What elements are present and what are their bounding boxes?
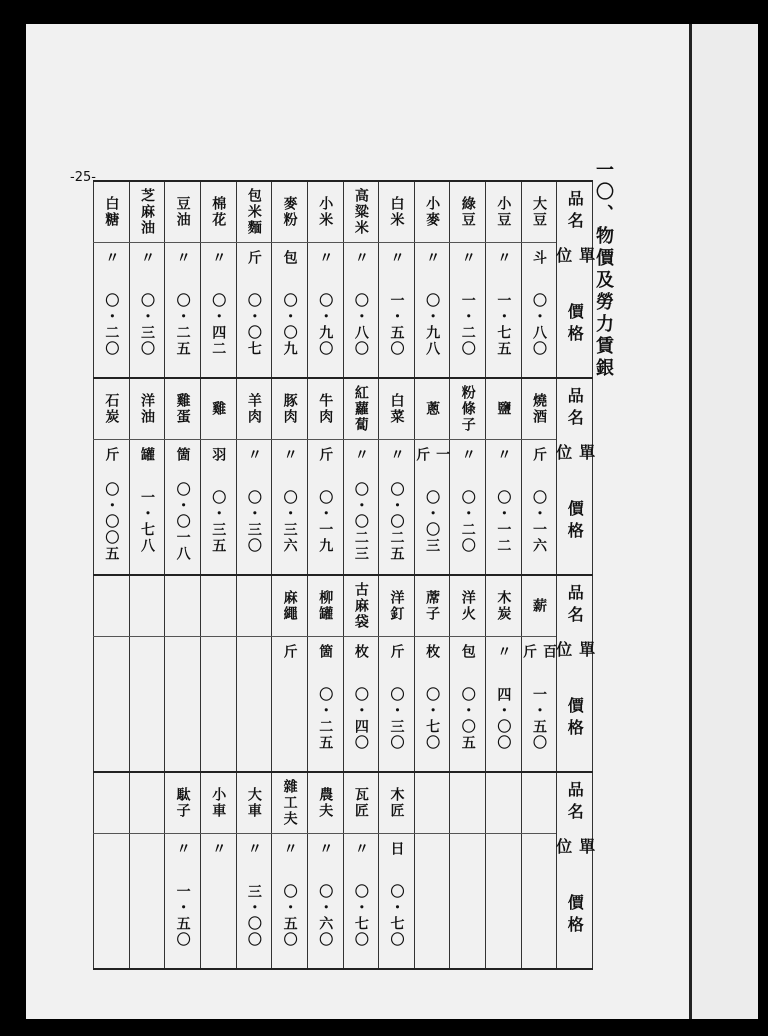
unit-cell: 〃	[236, 440, 272, 471]
item-cell: 石炭	[94, 378, 130, 440]
price-cell: 〇・七〇	[343, 864, 379, 969]
price-cell: 〇・八〇	[521, 273, 557, 378]
item-cell: 洋釘	[379, 575, 415, 637]
price-cell: 〇・〇〇五	[94, 470, 130, 575]
unit-cell: 〃	[343, 440, 379, 471]
price-cell	[414, 864, 450, 969]
unit-cell: 〃	[486, 440, 522, 471]
section-1-price-row	[94, 470, 593, 575]
price-cell	[129, 864, 165, 969]
unit-cell: 〃	[379, 243, 415, 274]
item-cell: 薪	[521, 575, 557, 637]
unit-cell	[129, 834, 165, 865]
item-cell: 燒酒	[521, 378, 557, 440]
price-cell: 四・〇〇	[486, 667, 522, 772]
item-cell: 綠豆	[450, 181, 486, 243]
item-cell: 洋火	[450, 575, 486, 637]
unit-cell: 斤	[307, 440, 343, 471]
unit-cell	[414, 834, 450, 865]
header-price: 價格	[557, 273, 593, 378]
unit-cell: 〃	[272, 440, 308, 471]
item-cell: 麥粉	[272, 181, 308, 243]
item-cell: 粉條子	[450, 378, 486, 440]
unit-cell	[486, 834, 522, 865]
item-cell: 麻繩	[272, 575, 308, 637]
item-cell: 蔥	[414, 378, 450, 440]
unit-cell: 斗	[521, 243, 557, 274]
price-cell: 〇・四〇	[343, 667, 379, 772]
header-price: 價格	[557, 864, 593, 969]
price-cell: 〇・三〇	[379, 667, 415, 772]
unit-cell: 〃	[307, 834, 343, 865]
unit-cell: 一斤	[414, 440, 450, 471]
price-cell	[94, 667, 130, 772]
page-title: 一〇、物價及勞力賃銀	[593, 160, 614, 380]
item-cell: 古麻袋	[343, 575, 379, 637]
header-unit: 單位	[557, 243, 593, 274]
unit-cell: 〃	[343, 834, 379, 865]
item-cell: 小麥	[414, 181, 450, 243]
unit-cell: 罐	[129, 440, 165, 471]
item-cell: 白糖	[94, 181, 130, 243]
price-cell: 〇・三〇	[236, 470, 272, 575]
price-cell	[94, 864, 130, 969]
price-cell: 〇・三五	[200, 470, 236, 575]
price-cell: 〇・〇五	[450, 667, 486, 772]
price-cell: 〇・七〇	[379, 864, 415, 969]
item-cell: 雜工夫	[272, 772, 308, 834]
item-cell: 大豆	[521, 181, 557, 243]
section-1-item-row	[94, 378, 593, 440]
unit-cell: 箇	[307, 637, 343, 668]
price-cell: 〇・〇三	[414, 470, 450, 575]
unit-cell: 包	[272, 243, 308, 274]
price-cell: 一・七八	[129, 470, 165, 575]
item-cell: 小豆	[486, 181, 522, 243]
item-cell: 蓆子	[414, 575, 450, 637]
unit-cell: 〃	[94, 243, 130, 274]
header-unit: 單位	[557, 834, 593, 865]
unit-cell: 斤	[521, 440, 557, 471]
price-cell: 〇・八〇	[343, 273, 379, 378]
item-cell: 瓦匠	[343, 772, 379, 834]
section-2-unit-row	[94, 637, 593, 668]
item-cell: 雞蛋	[165, 378, 201, 440]
item-cell	[94, 575, 130, 637]
unit-cell: 〃	[307, 243, 343, 274]
header-price: 價格	[557, 470, 593, 575]
section-0-price-row	[94, 273, 593, 378]
price-cell: 〇・五〇	[272, 864, 308, 969]
price-cell: 〇・九八	[414, 273, 450, 378]
unit-cell: 羽	[200, 440, 236, 471]
header-item: 品名	[557, 772, 593, 834]
item-cell	[486, 772, 522, 834]
price-cell: 〇・二五	[307, 667, 343, 772]
unit-cell: 〃	[165, 243, 201, 274]
unit-cell: 〃	[450, 440, 486, 471]
section-3-unit-row	[94, 834, 593, 865]
unit-cell: 斤	[94, 440, 130, 471]
item-cell: 豚肉	[272, 378, 308, 440]
unit-cell: 斤	[379, 637, 415, 668]
header-item: 品名	[557, 378, 593, 440]
item-cell	[236, 575, 272, 637]
item-cell: 紅蘿蔔	[343, 378, 379, 440]
price-cell: 〇・六〇	[307, 864, 343, 969]
price-cell: 〇・〇一八	[165, 470, 201, 575]
price-cell: 一・五〇	[521, 667, 557, 772]
unit-cell	[450, 834, 486, 865]
item-cell	[200, 575, 236, 637]
unit-cell: 〃	[165, 834, 201, 865]
price-cell: 一・五〇	[165, 864, 201, 969]
unit-cell: 〃	[379, 440, 415, 471]
price-cell	[200, 667, 236, 772]
item-cell	[129, 575, 165, 637]
unit-cell: 〃	[200, 243, 236, 274]
item-cell: 木炭	[486, 575, 522, 637]
item-cell	[414, 772, 450, 834]
price-cell: 〇・二〇	[450, 470, 486, 575]
unit-cell: 〃	[129, 243, 165, 274]
price-cell	[165, 667, 201, 772]
unit-cell	[165, 637, 201, 668]
unit-cell: 〃	[343, 243, 379, 274]
price-cell	[236, 667, 272, 772]
unit-cell: 〃	[450, 243, 486, 274]
item-cell: 小車	[200, 772, 236, 834]
price-cell: 〇・〇七	[236, 273, 272, 378]
item-cell: 包米麵	[236, 181, 272, 243]
price-cell: 〇・四二	[200, 273, 236, 378]
item-cell: 芝麻油	[129, 181, 165, 243]
unit-cell	[200, 637, 236, 668]
unit-cell: 包	[450, 637, 486, 668]
header-item: 品名	[557, 575, 593, 637]
unit-cell	[129, 637, 165, 668]
section-2-price-row	[94, 667, 593, 772]
item-cell: 棉花	[200, 181, 236, 243]
header-item: 品名	[557, 181, 593, 243]
section-3-price-row	[94, 864, 593, 969]
unit-cell: 斤	[236, 243, 272, 274]
header-unit: 單位	[557, 440, 593, 471]
price-cell: 〇・〇二五	[379, 470, 415, 575]
item-cell: 雞	[200, 378, 236, 440]
item-cell: 木匠	[379, 772, 415, 834]
price-cell	[486, 864, 522, 969]
item-cell: 鹽	[486, 378, 522, 440]
item-cell: 大車	[236, 772, 272, 834]
price-cell	[521, 864, 557, 969]
price-cell: 〇・〇九	[272, 273, 308, 378]
unit-cell	[236, 637, 272, 668]
item-cell: 白菜	[379, 378, 415, 440]
section-0-item-row	[94, 181, 593, 243]
unit-cell: 斤	[272, 637, 308, 668]
unit-cell: 〃	[486, 243, 522, 274]
item-cell	[450, 772, 486, 834]
price-cell	[272, 667, 308, 772]
section-0-unit-row	[94, 243, 593, 274]
item-cell: 駄子	[165, 772, 201, 834]
next-page-edge	[692, 24, 758, 1019]
price-cell: 一・七五	[486, 273, 522, 378]
unit-cell: 〃	[236, 834, 272, 865]
price-cell: 〇・七〇	[414, 667, 450, 772]
section-2-item-row	[94, 575, 593, 637]
price-cell: 〇・三六	[272, 470, 308, 575]
item-cell: 柳罐	[307, 575, 343, 637]
unit-cell: 箇	[165, 440, 201, 471]
item-cell: 農夫	[307, 772, 343, 834]
unit-cell: 〃	[486, 637, 522, 668]
price-cell: 一・五〇	[379, 273, 415, 378]
item-cell	[521, 772, 557, 834]
price-cell: 〇・二〇	[94, 273, 130, 378]
price-cell: 〇・一六	[521, 470, 557, 575]
item-cell: 白米	[379, 181, 415, 243]
unit-cell: 〃	[272, 834, 308, 865]
item-cell	[129, 772, 165, 834]
unit-cell: 枚	[343, 637, 379, 668]
price-cell: 〇・〇二三	[343, 470, 379, 575]
unit-cell: 日	[379, 834, 415, 865]
item-cell	[94, 772, 130, 834]
unit-cell: 百斤	[521, 637, 557, 668]
item-cell	[165, 575, 201, 637]
price-cell: 一・二〇	[450, 273, 486, 378]
section-1-unit-row	[94, 440, 593, 471]
item-cell: 豆油	[165, 181, 201, 243]
price-cell: 〇・二五	[165, 273, 201, 378]
header-unit: 單位	[557, 637, 593, 668]
item-cell: 洋油	[129, 378, 165, 440]
price-cell: 〇・一九	[307, 470, 343, 575]
price-table	[93, 180, 596, 970]
item-cell: 小米	[307, 181, 343, 243]
item-cell: 牛肉	[307, 378, 343, 440]
section-3-item-row	[94, 772, 593, 834]
price-cell: 〇・一二	[486, 470, 522, 575]
unit-cell: 枚	[414, 637, 450, 668]
price-cell	[200, 864, 236, 969]
price-cell	[129, 667, 165, 772]
price-cell	[450, 864, 486, 969]
unit-cell: 〃	[414, 243, 450, 274]
price-cell: 〇・九〇	[307, 273, 343, 378]
unit-cell	[94, 637, 130, 668]
unit-cell: 〃	[200, 834, 236, 865]
price-cell: 三・〇〇	[236, 864, 272, 969]
item-cell: 高粱米	[343, 181, 379, 243]
item-cell: 羊肉	[236, 378, 272, 440]
header-price: 價格	[557, 667, 593, 772]
price-cell: 〇・三〇	[129, 273, 165, 378]
page-number: -25-	[70, 170, 96, 185]
unit-cell	[94, 834, 130, 865]
